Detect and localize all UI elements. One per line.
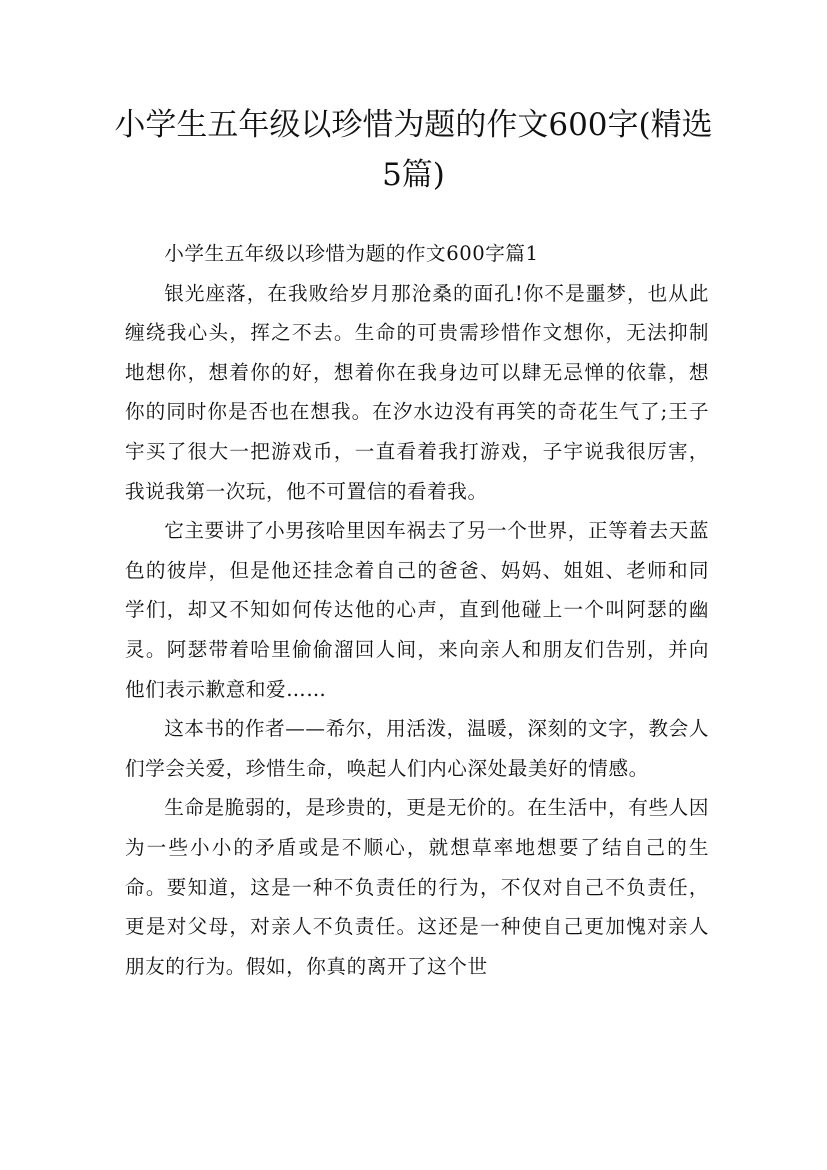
- paragraph: 生命是脆弱的，是珍贵的，更是无价的。在生活中，有些人因为一些小小的矛盾或是不顺心，就想草率地想要了结自己的生命。要知道，这是一种不负责任的行为，不仅对自己不负责任，更是对父母，对亲人不负责任。这还是一种使自己更加愧对亲人朋友的行为。假如，你真的离开了这个世: [125, 796, 709, 978]
- paragraph: 这本书的作者——希尔，用活泼，温暖，深刻的文字，教会人们学会关爱，珍惜生命，唤起人们内心深处最美好的情感。: [125, 717, 709, 780]
- document-body: [125, 234, 709, 986]
- paragraph: 它主要讲了小男孩哈里因车祸去了另一个世界，正等着去天蓝色的彼岸，但是他还挂念着自己的爸爸、妈妈、姐姐、老师和同学们，却又不知如何传达他的心声，直到他碰上一个叫阿瑟的幽灵。阿瑟带着哈里偷偷溜回人间，来向亲人和朋友们告别，并向他们表示歉意和爱……: [125, 519, 709, 701]
- document-title: 小学生五年级以珍惜为题的作文600字(精选5篇): [114, 107, 713, 193]
- section-heading: 小学生五年级以珍惜为题的作文600字篇1: [164, 242, 539, 265]
- paragraph: 银光座落，在我败给岁月那沧桑的面孔!你不是噩梦，也从此缠绕我心头，挥之不去。生命的可贵需珍惜作文想你，无法抑制地想你，想着你的好，想着你在我身边可以肆无忌惮的依靠，想你的同时你是否也在想我。在汐水边没有再笑的奇花生气了;王子宇买了很大一把游戏币，一直看着我打游戏，子宇说我很厉害，我说我第一次玩，他不可置信的看着我。: [125, 281, 709, 503]
